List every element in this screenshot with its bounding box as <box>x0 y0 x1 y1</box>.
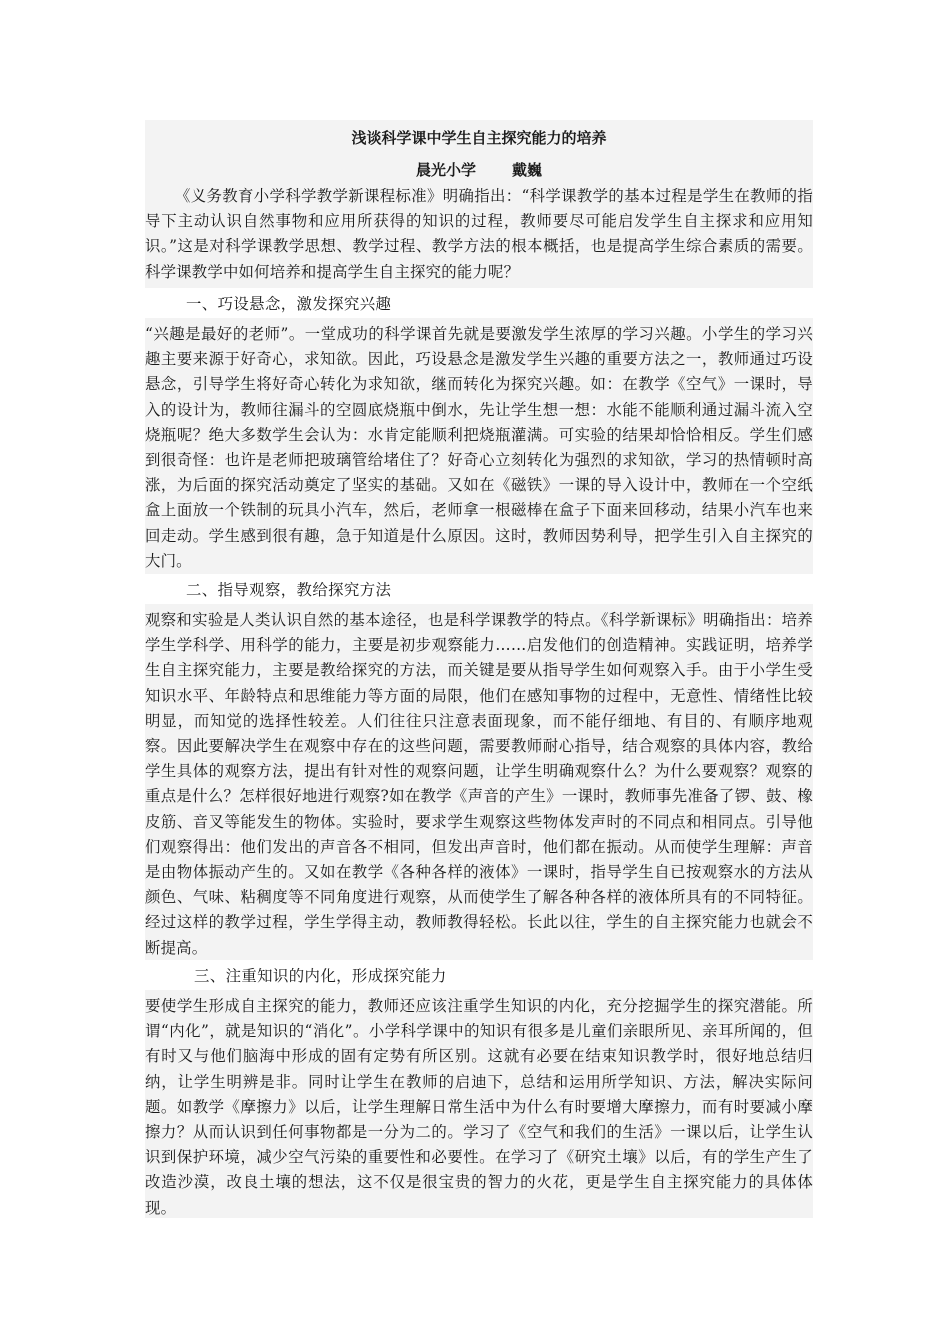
school-name: 晨光小学 <box>415 161 476 179</box>
section-body: 要使学生形成自主探究的能力，教师还应该注重学生知识的内化，充分挖掘学生的探究潜能。所谓“内化”，就是知识的“消化”。小学科学课中的知识有很多是儿童们亲眼所见、亲耳所闻的，但有时又与他们脑海中形成的固有定势有所区别。这就有必要在结束知识教学时，很好地总结归纳，让学生明辨是非。同时让学生在教师的启迪下，总结和运用所学知识、方法，解决实际问题。如教学《摩擦力》以后，让学生理解日常生活中为什么有时要增大摩擦力，而有时要减小摩擦力？从而认识到任何事物都是一分为二的。学习了《空气和我们的生活》一课以后，让学生认识到保护环境，减少空气污染的重要性和必要性。在学习了《研究土壤》以后，有的学生产生了改造沙漠，改良土壤的想法，这不仅是很宝贵的智力的火花，更是学生自主探究能力的具体体现。 <box>145 997 813 1217</box>
section-heading: 二、指导观察，教给探究方法 <box>186 581 392 599</box>
document-title: 浅谈科学课中学生自主探究能力的培养 <box>351 129 607 147</box>
byline <box>145 158 813 182</box>
author-name: 戴巍 <box>512 161 543 179</box>
section-body: 观察和实验是人类认识自然的基本途径，也是科学课教学的特点。《科学新课标》明确指出：培养学生学科学、用科学的能力，主要是初步观察能力……启发他们的创造精神。实践证明，培养学生自主探究能力，主要是教给探究的方法，而关键是要从指导学生如何观察入手。由于小学生受知识水平、年龄特点和思维能力等方面的局限，他们在感知事物的过程中，无意性、情绪性比较明显，而知觉的选择性较差。人们往往只注意表面现象，而不能仔细地、有目的、有顺序地观察。因此要解决学生在观察中存在的这些问题，需要教师耐心指导，结合观察的具体内容，教给学生具体的观察方法，提出有针对性的观察问题，让学生明确观察什么？为什么要观察？观察的重点是什么？怎样很好地进行观察?如在教学《声音的产生》一课时，教师事先准备了锣、鼓、橡皮筋、音叉等能发生的物体。实验时，要求学生观察这些物体发声时的不同点和相同点。引导他们观察得出：他们发出的声音各不相同，但发出声音时，他们都在振动。从而使学生理解：声音是由物体振动产生的。又如在教学《各种各样的液体》一课时，指导学生自已按观察水的方法从颜色、气味、粘稠度等不同角度进行观察，从而使学生了解各种各样的液体所具有的不同特征。经过这样的教学过程，学生学得主动，教师教得轻松。长此以往，学生的自主探究能力也就会不断提高。 <box>145 611 813 957</box>
section-body: “兴趣是最好的老师”。一堂成功的科学课首先就是要激发学生浓厚的学习兴趣。小学生的学习兴趣主要来源于好奇心，求知欲。因此，巧设悬念是激发学生兴趣的重要方法之一，教师通过巧设悬念，引导学生将好奇心转化为求知欲，继而转化为探究兴趣。如：在教学《空气》一课时，导入的设计为，教师往漏斗的空圆底烧瓶中倒水，先让学生想一想：水能不能顺利通过漏斗流入空烧瓶呢？绝大多数学生会认为：水肯定能顺利把烧瓶灌满。可实验的结果却恰恰相反。学生们感到很奇怪：也许是老师把玻璃管给堵住了？好奇心立刻转化为强烈的求知欲，学习的热情顿时高涨，为后面的探究活动奠定了坚实的基础。又如在《磁铁》一课的导入设计中，教师在一个空纸盒上面放一个铁制的玩具小汽车，然后，老师拿一根磁棒在盒子下面来回移动，结果小汽车也来回走动。学生感到很有趣，急于知道是什么原因。这时，教师因势利导，把学生引入自主探究的大门。 <box>145 325 813 570</box>
section-heading: 一、巧设悬念，激发探究兴趣 <box>186 295 392 313</box>
section-heading: 三、注重知识的内化，形成探究能力 <box>194 967 447 985</box>
intro-paragraph: 《义务教育小学科学教学新课程标准》明确指出：“科学课教学的基本过程是学生在教师的指导下主动认识自然事物和应用所获得的知识的过程，教师要尽可能启发学生自主探求和应用知识。”这是对科学课教学思想、教学过程、教学方法的根本概括，也是提高学生综合素质的需要。科学课教学中如何培养和提高学生自主探究的能力呢？ <box>145 187 813 281</box>
